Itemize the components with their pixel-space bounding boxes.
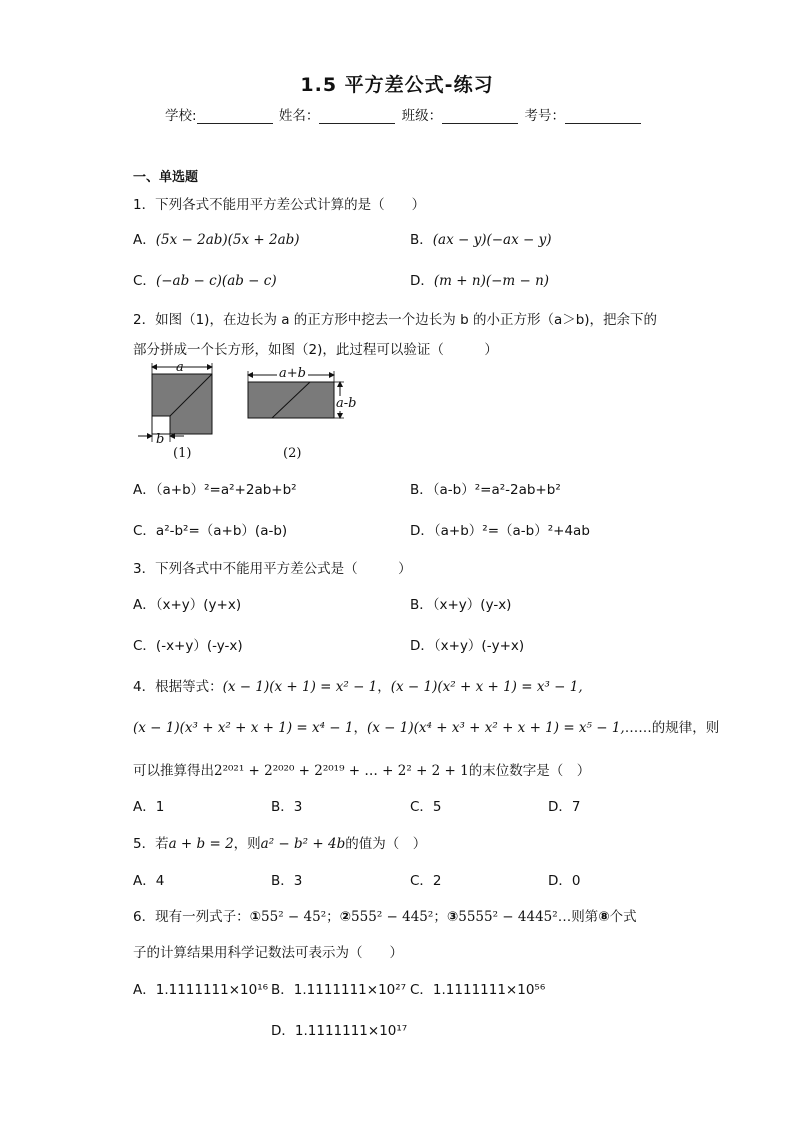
school-label: 学校: <box>165 108 197 124</box>
q4-option-c[interactable]: C．5 <box>410 799 442 815</box>
section-heading: 一、单选题 <box>133 170 199 185</box>
circled-2: ② <box>339 909 352 925</box>
q4-eq3: (x − 1)(x³ + x² + x + 1) = x⁴ − 1 <box>133 720 354 736</box>
fig1-label-b: b <box>156 432 165 447</box>
q4-option-a[interactable]: A．1 <box>133 799 165 815</box>
q5-option-d[interactable]: D．0 <box>548 873 581 889</box>
q3-option-c[interactable]: C．(-x+y）(-y-x) <box>133 638 243 654</box>
q2-option-c[interactable]: C．a²-b²=（a+b）(a-b) <box>133 523 288 539</box>
q4-stem-line1: 4．根据等式：(x − 1)(x + 1) = x² − 1，(x − 1)(x² + x + 1) = x³ − 1, <box>133 679 583 695</box>
fig2-label-a-plus-b: a+b <box>279 366 306 381</box>
q3-option-d[interactable]: D．（x+y）(-y+x) <box>410 638 525 654</box>
q6-option-c[interactable]: C．1.1111111×10⁵⁶ <box>410 982 546 998</box>
q2-figures <box>130 360 370 465</box>
fig2-label-a-minus-b: a-b <box>336 396 357 411</box>
q4-eq4: (x − 1)(x⁴ + x³ + x² + x + 1) = x⁵ − 1, <box>367 720 625 736</box>
q2-stem-line2: 部分拼成一个长方形，如图（2)，此过程可以验证（ ） <box>133 342 498 358</box>
fig1-label-a: a <box>176 360 184 375</box>
q1-option-d[interactable]: D．(m + n)(−m − n) <box>410 273 550 289</box>
q6-option-b[interactable]: B．1.1111111×10²⁷ <box>271 982 407 998</box>
page-title: 1.5 平方差公式-练习 <box>300 74 494 96</box>
examno-blank[interactable] <box>565 109 641 124</box>
fig2-caption: (2) <box>283 446 302 461</box>
q5-condition: a + b = 2 <box>168 836 234 852</box>
q4-option-d[interactable]: D．7 <box>548 799 581 815</box>
q2-option-b[interactable]: B．（a-b）²=a²-2ab+b² <box>410 482 561 498</box>
class-blank[interactable] <box>442 109 518 124</box>
q4-option-b[interactable]: B．3 <box>271 799 303 815</box>
q5-option-a[interactable]: A．4 <box>133 873 165 889</box>
q6-option-d[interactable]: D．1.1111111×10¹⁷ <box>271 1023 408 1039</box>
q6-option-a[interactable]: A．1.1111111×10¹⁶ <box>133 982 269 998</box>
q3-option-b[interactable]: B．（x+y）(y-x) <box>410 597 512 613</box>
circled-3: ③ <box>446 909 459 925</box>
class-label: 班级： <box>401 108 443 124</box>
q2-option-a[interactable]: A．（a+b）²=a²+2ab+b² <box>133 482 297 498</box>
q1-stem: 1．下列各式不能用平方差公式计算的是（ ） <box>133 197 426 213</box>
student-info-line <box>165 104 643 124</box>
q4-eq1: (x − 1)(x + 1) = x² − 1 <box>222 679 378 695</box>
q1-option-b[interactable]: B．(ax − y)(−ax − y) <box>410 232 552 248</box>
circled-1: ① <box>249 909 262 925</box>
circled-8: ⑧ <box>598 909 610 925</box>
school-blank[interactable] <box>197 109 273 124</box>
q4-eq2: (x − 1)(x² + x + 1) = x³ − 1, <box>390 679 583 695</box>
fig1-caption: (1) <box>173 446 192 461</box>
q6-stem-line2: 子的计算结果用科学记数法可表示为（ ） <box>133 945 403 961</box>
q5-stem: 5．若a + b = 2，则a² − b² + 4b的值为（ ） <box>133 836 427 852</box>
q1-option-c[interactable]: C．(−ab − c)(ab − c) <box>133 273 277 289</box>
q2-stem-line1: 2．如图（1)，在边长为 a 的正方形中挖去一个边长为 b 的小正方形（a＞b)，把余下的 <box>133 312 658 328</box>
name-blank[interactable] <box>319 109 395 124</box>
q5-expression: a² − b² + 4b <box>260 836 346 852</box>
q5-option-c[interactable]: C．2 <box>410 873 442 889</box>
q3-stem: 3．下列各式中不能用平方差公式是（ ） <box>133 561 412 577</box>
q6-stem-line1: 6．现有一列式子：①55² − 45²；②555² − 445²；③5555² − 4445²…则第⑧个式 <box>133 909 637 925</box>
q4-sum-expression: 2²⁰²¹ + 2²⁰²⁰ + 2²⁰¹⁹ + … + 2² + 2 + 1 <box>214 763 469 779</box>
q4-stem-line3: 可以推算得出2²⁰²¹ + 2²⁰²⁰ + 2²⁰¹⁹ + … + 2² + 2 + 1的末位数字是（ ） <box>133 763 591 779</box>
examno-label: 考号： <box>524 108 565 124</box>
q4-stem-line2: (x − 1)(x³ + x² + x + 1) = x⁴ − 1，(x − 1)(x⁴ + x³ + x² + x + 1) = x⁵ − 1,……的规律，则 <box>133 720 720 736</box>
figure1-square-with-cutout <box>138 363 212 442</box>
q3-option-a[interactable]: A．（x+y）(y+x) <box>133 597 242 613</box>
q1-option-a[interactable]: A．(5x − 2ab)(5x + 2ab) <box>133 232 300 248</box>
q2-option-d[interactable]: D．（a+b）²=（a-b）²+4ab <box>410 523 590 539</box>
name-label: 姓名： <box>278 108 320 124</box>
q5-option-b[interactable]: B．3 <box>271 873 303 889</box>
